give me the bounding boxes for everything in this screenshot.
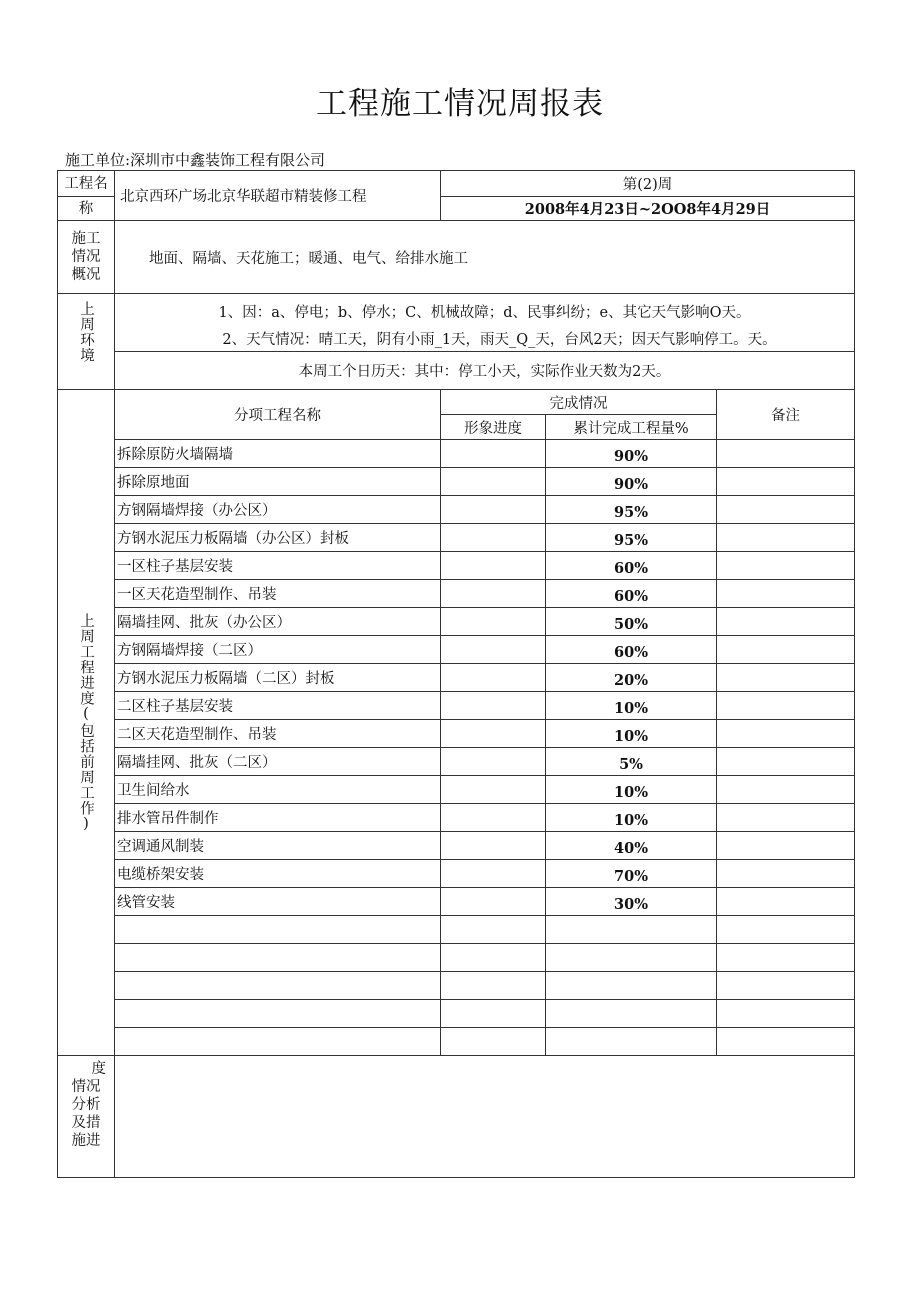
table-row (58, 580, 855, 608)
empty-row (58, 1000, 855, 1028)
weekly-report-table (57, 170, 855, 1178)
remark-cell (717, 832, 855, 860)
item-name: 方钢隔墙焊接（二区） (115, 636, 441, 664)
table-row (58, 524, 855, 552)
empty-cell (115, 972, 441, 1000)
item-name: 排水管吊件制作 (115, 804, 441, 832)
remark-cell (717, 524, 855, 552)
image-progress-cell (441, 440, 546, 468)
cumulative-pct: 10% (546, 720, 717, 748)
image-progress-cell (441, 692, 546, 720)
item-name: 一区柱子基层安装 (115, 552, 441, 580)
analysis-label-rest: 情况分析及措施进 (71, 1079, 101, 1149)
table-row (58, 440, 855, 468)
remark-cell (717, 748, 855, 776)
image-progress-cell (441, 608, 546, 636)
environment-line-2: 2、天气情况：晴工天，阴有小雨_1天，雨天_Q_天，台风2天；因天气影响停工。天。 (222, 331, 777, 348)
cumulative-pct: 10% (546, 692, 717, 720)
empty-cell (115, 1000, 441, 1028)
cumulative-pct: 20% (546, 664, 717, 692)
cumulative-pct: 60% (546, 552, 717, 580)
remark-cell (717, 636, 855, 664)
cumulative-pct: 95% (546, 496, 717, 524)
col-cumulative: 累计完成工程量% (546, 415, 717, 440)
cumulative-pct: 10% (546, 776, 717, 804)
environment-label (58, 294, 115, 390)
empty-cell (115, 916, 441, 944)
empty-cell (717, 1028, 855, 1056)
cumulative-pct: 90% (546, 468, 717, 496)
cumulative-pct: 60% (546, 636, 717, 664)
cumulative-pct: 60% (546, 580, 717, 608)
remark-cell (717, 440, 855, 468)
analysis-label (58, 1056, 115, 1178)
col-remark: 备注 (717, 390, 855, 440)
table-row (58, 832, 855, 860)
empty-cell (441, 916, 546, 944)
empty-row (58, 916, 855, 944)
table-row (58, 776, 855, 804)
image-progress-cell (441, 636, 546, 664)
empty-cell (717, 944, 855, 972)
image-progress-cell (441, 888, 546, 916)
cumulative-pct: 90% (546, 440, 717, 468)
environment-cell (115, 294, 855, 352)
cumulative-pct: 95% (546, 524, 717, 552)
analysis-content[interactable] (115, 1056, 855, 1178)
date-range: 2008年4月23日~2OO8年4月29日 (441, 197, 855, 221)
remark-cell (717, 552, 855, 580)
image-progress-cell (441, 524, 546, 552)
table-row (58, 804, 855, 832)
overview-label-text: 施工情况概况 (71, 231, 101, 283)
image-progress-cell (441, 664, 546, 692)
page-title: 工程施工情况周报表 (316, 86, 604, 122)
image-progress-cell (441, 552, 546, 580)
cumulative-pct: 40% (546, 832, 717, 860)
empty-cell (717, 972, 855, 1000)
environment-label-text: 上周环境 (78, 301, 94, 363)
item-name: 拆除原防火墙隔墙 (115, 440, 441, 468)
empty-cell (546, 1028, 717, 1056)
project-name: 北京西环广场北京华联超市精装修工程 (115, 171, 441, 221)
cumulative-pct: 30% (546, 888, 717, 916)
empty-cell (546, 1000, 717, 1028)
construction-unit: 施工单位:深圳市中鑫装饰工程有限公司 (65, 151, 326, 169)
table-row (58, 496, 855, 524)
empty-cell (441, 1000, 546, 1028)
image-progress-cell (441, 580, 546, 608)
item-name: 一区天花造型制作、吊装 (115, 580, 441, 608)
image-progress-cell (441, 832, 546, 860)
table-row (58, 692, 855, 720)
remark-cell (717, 580, 855, 608)
item-name: 线管安装 (115, 888, 441, 916)
table-row (58, 888, 855, 916)
empty-cell (115, 1028, 441, 1056)
remark-cell (717, 860, 855, 888)
remark-cell (717, 692, 855, 720)
cumulative-pct: 10% (546, 804, 717, 832)
empty-row (58, 972, 855, 1000)
progress-label-text: 上周工程进度(包括前周工作) (78, 612, 94, 833)
empty-cell (546, 916, 717, 944)
item-name: 卫生间给水 (115, 776, 441, 804)
table-row (58, 748, 855, 776)
empty-row (58, 1028, 855, 1056)
table-row (58, 860, 855, 888)
table-row (58, 468, 855, 496)
overview-label (58, 221, 115, 294)
cumulative-pct: 5% (546, 748, 717, 776)
empty-cell (441, 1028, 546, 1056)
remark-cell (717, 804, 855, 832)
image-progress-cell (441, 804, 546, 832)
item-name: 空调通风制装 (115, 832, 441, 860)
overview-text: 地面、隔墙、天花施工；暖通、电气、给排水施工 (115, 221, 855, 294)
remark-cell (717, 496, 855, 524)
item-name: 隔墙挂网、批灰（办公区） (115, 608, 441, 636)
item-name: 方钢水泥压力板隔墙（二区）封板 (115, 664, 441, 692)
col-completion: 完成情况 (441, 390, 717, 415)
environment-line-3: 本周工个日历天：其中：停工小天，实际作业天数为2天。 (115, 352, 855, 390)
progress-label (58, 390, 115, 1056)
image-progress-cell (441, 720, 546, 748)
remark-cell (717, 888, 855, 916)
table-row (58, 664, 855, 692)
item-name: 电缆桥架安装 (115, 860, 441, 888)
table-row (58, 608, 855, 636)
table-row (58, 636, 855, 664)
empty-cell (717, 1000, 855, 1028)
col-image-progress: 形象进度 (441, 415, 546, 440)
item-name: 拆除原地面 (115, 468, 441, 496)
empty-cell (546, 944, 717, 972)
week-number: 第(2)周 (441, 171, 855, 197)
empty-cell (441, 972, 546, 1000)
col-item-name: 分项工程名称 (115, 390, 441, 440)
image-progress-cell (441, 468, 546, 496)
empty-cell (717, 916, 855, 944)
item-name: 二区天花造型制作、吊装 (115, 720, 441, 748)
remark-cell (717, 608, 855, 636)
cumulative-pct: 70% (546, 860, 717, 888)
image-progress-cell (441, 776, 546, 804)
analysis-label-top: 度 (91, 1061, 106, 1077)
remark-cell (717, 664, 855, 692)
item-name: 方钢水泥压力板隔墙（办公区）封板 (115, 524, 441, 552)
table-row (58, 552, 855, 580)
empty-cell (115, 944, 441, 972)
remark-cell (717, 468, 855, 496)
cumulative-pct: 50% (546, 608, 717, 636)
remark-cell (717, 776, 855, 804)
project-name-label-top: 工程名 (58, 171, 115, 197)
item-name: 二区柱子基层安装 (115, 692, 441, 720)
image-progress-cell (441, 496, 546, 524)
image-progress-cell (441, 860, 546, 888)
table-row (58, 720, 855, 748)
image-progress-cell (441, 748, 546, 776)
item-name: 方钢隔墙焊接（办公区） (115, 496, 441, 524)
item-name: 隔墙挂网、批灰（二区） (115, 748, 441, 776)
environment-line-1: 1、因：a、停电；b、停水；C、机械故障；d、民事纠纷；e、其它天气影响O天。 (218, 304, 751, 321)
empty-cell (546, 972, 717, 1000)
empty-row (58, 944, 855, 972)
project-name-label-bottom: 称 (58, 197, 115, 221)
empty-cell (441, 944, 546, 972)
remark-cell (717, 720, 855, 748)
